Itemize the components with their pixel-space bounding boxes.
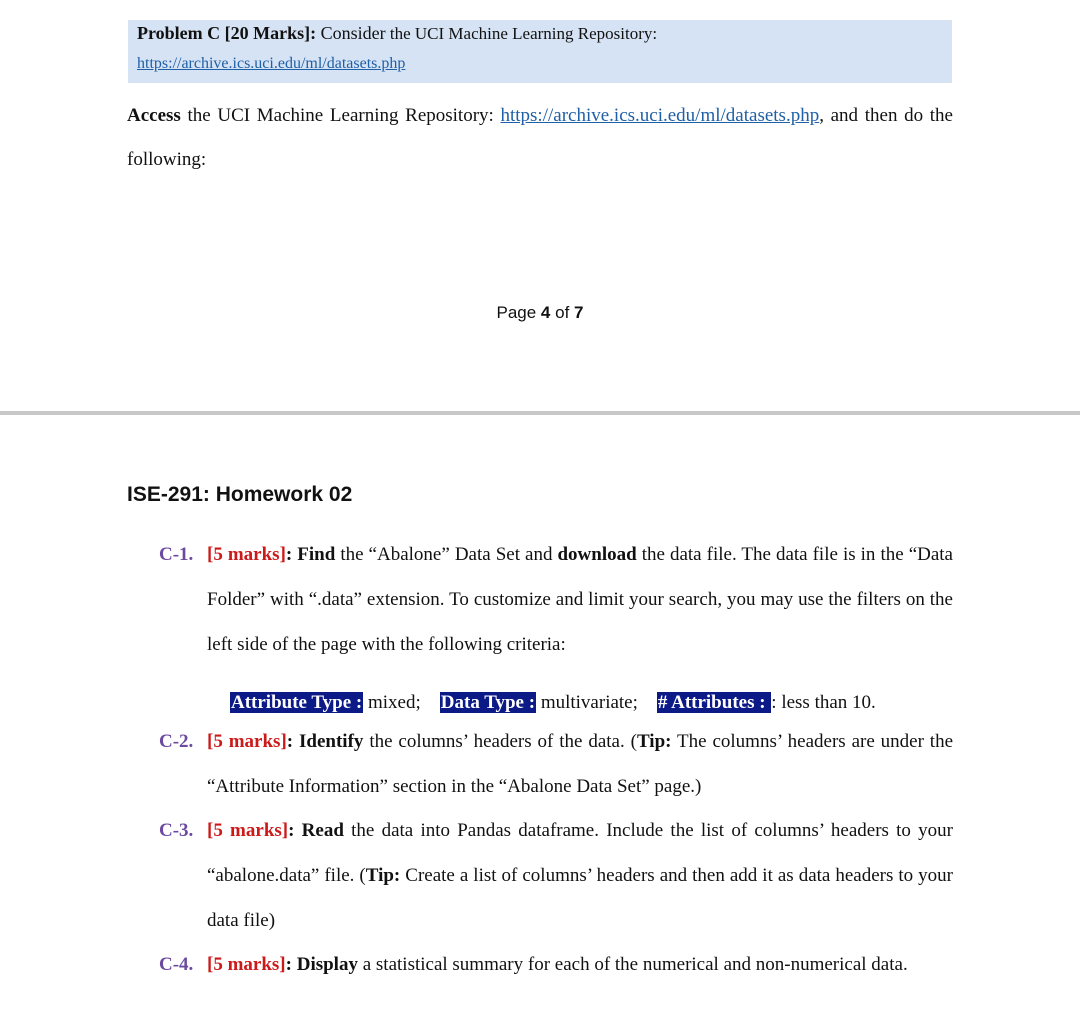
c4-bold-display: Display [296,954,358,975]
question-label: C-2. [159,731,194,752]
access-paragraph [127,94,953,182]
problem-title: Problem C [20 Marks]: [137,23,317,43]
problem-intro-rest: the UCI Machine Learning Repository: [385,24,658,43]
question-c3 [159,808,953,943]
access-uci-link[interactable]: https://archive.ics.uci.edu/ml/datasets.php [500,105,820,126]
c2-text-2: The columns’ headers are under the “Attribute Information” section in the “Abalone Data Set” page.) [207,731,954,797]
page-word: Page [496,303,537,322]
problem-heading [137,21,952,46]
access-post: , and then do the following: [127,105,953,170]
page-total: 7 [574,303,584,322]
problem-banner [128,20,952,83]
attribute-type-value: mixed; [363,692,421,713]
data-type-label: Data Type : [440,692,536,713]
question-c4 [159,942,953,987]
question-label: C-1. [159,544,194,565]
marks-colon: : [288,820,295,841]
c3-bold-tip: Tip: [365,865,401,886]
c2-bold-identify: Identify [299,731,364,752]
marks-colon: : [285,954,292,975]
uci-repository-link[interactable]: https://archive.ics.uci.edu/ml/datasets.php [137,55,406,72]
marks-badge: [5 marks] [207,954,286,975]
page-header-title: ISE-291: Homework 02 [127,483,353,506]
page-current: 4 [540,303,551,322]
attribute-type-label: Attribute Type : [231,692,363,713]
c2-text-1: the columns’ headers of the data. ( [363,731,637,752]
question-c1 [159,532,953,667]
access-pre: the UCI Machine Learning Repository: [180,105,501,126]
marks-colon: : [286,731,294,752]
question-label: C-4. [159,954,194,975]
marks-badge: [5 marks] [207,544,286,565]
filter-criteria [230,689,876,717]
c4-text-1: a statistical summary for each of the numerical and non-numerical data. [357,954,908,975]
marks-colon: : [285,544,293,565]
c1-text-1: the “Abalone” Data Set and [335,544,558,565]
c3-text-1: the data into Pandas dataframe. Include the list of columns’ headers to your “abalone.data” file. ( [207,820,953,886]
problem-intro-consider: Consider [320,23,386,43]
data-type-value: multivariate; [536,692,638,713]
access-bold: Access [127,105,181,126]
c1-bold-download: download [557,544,637,565]
marks-badge: [5 marks] [207,820,289,841]
c3-text-2: Create a list of columns’ headers and then add it as data headers to your data file) [207,865,953,931]
question-c2 [159,719,953,809]
page-of: of [555,303,570,322]
page-number [0,302,1080,324]
page-break-divider [0,411,1080,415]
c1-bold-find: Find [297,544,336,565]
c2-bold-tip: Tip: [636,731,672,752]
marks-badge: [5 marks] [207,731,287,752]
c1-text-2: the data file. The data file is in the “Data Folder” with “.data” extension. To customize and limit your search, you may use the filters on the left side of the page with the following criteria: [207,544,953,655]
question-label: C-3. [159,820,194,841]
num-attributes-label: # Attributes : [657,692,771,713]
c3-bold-read: Read [301,820,344,841]
num-attributes-value: : less than 10. [771,692,876,713]
